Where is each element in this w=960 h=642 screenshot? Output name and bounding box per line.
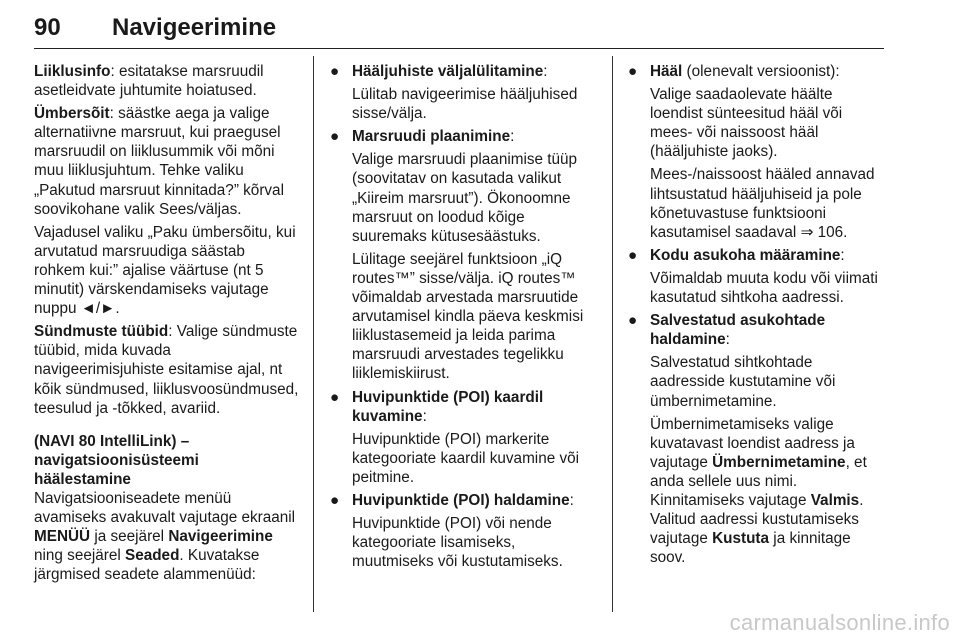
- list-item: [626, 62, 884, 81]
- bullet-icon: ●: [628, 312, 638, 330]
- text: : säästke aega ja valige alternatiivne marsruut, kui praegusel marsruudil on liiklusummik või mõni muu liiklusjuhtum. Tehke valiku „Pakutud marsruut kinnitada?” kõrval soovikohane valik Sees/väljas.: [34, 105, 284, 218]
- bullet-icon: ●: [330, 128, 340, 146]
- list-item: ● Marsruudi plaanimine:: [330, 128, 515, 146]
- text: : Valige sündmuste tüübid, mida kuvada navigeerimisjuhiste esitamise ajal, nt kõik sündmused, liiklusvoosündmused, teesulud ja -tõkked, avariid.: [34, 323, 299, 417]
- term: Seaded: [125, 547, 180, 565]
- term: Hääl: [650, 63, 683, 80]
- page-number: 90: [34, 14, 61, 41]
- bullet-icon: ●: [628, 246, 638, 264]
- term: Salvestatud asukohtade haldamine: [650, 312, 826, 349]
- list-item-description: [650, 165, 884, 241]
- list-item-description: Võimaldab muuta kodu või viimati kasutatud sihtkoha aadressi.: [650, 269, 878, 307]
- list-item-description: Huvipunktide (POI) või nende kategooriate lisamiseks, muutmiseks või kustutamiseks.: [352, 515, 563, 571]
- text: . Valitud aadressi kustutamiseks vajutage: [650, 491, 864, 548]
- page-reference: ⇒ 106.: [796, 223, 848, 241]
- text: ning seejärel: [34, 547, 125, 565]
- list-item: ● Salvestatud asukohtade haldamine:: [628, 312, 826, 349]
- term: Ümbersõit: [34, 105, 110, 123]
- term: Kodu asukoha määramine: [650, 246, 841, 264]
- term: MENÜÜ: [34, 528, 91, 546]
- column-divider: [612, 56, 613, 612]
- text: (olenevalt versioonist):: [682, 63, 840, 80]
- bullet-icon: ●: [628, 63, 638, 80]
- column-2: [328, 62, 596, 575]
- paragraph-traffic-info: [34, 62, 300, 100]
- list-item-description: Lülitage seejärel funktsioon „iQ routes™” sisse/välja. iQ routes™ võimaldab arvestada marsruutide arvutamisel kindla päeva keskmisi liiklustasemeid ja leida parima marsruudi arvestades tegelikku liiklemiskiirust.: [352, 250, 584, 383]
- term: Valmis: [810, 491, 860, 509]
- term: Huvipunktide (POI) haldamine: [352, 491, 570, 509]
- term: Marsruudi plaanimine: [352, 128, 511, 146]
- term: Navigeerimine: [168, 528, 273, 546]
- bullet-icon: ●: [330, 388, 340, 406]
- watermark: carmanualsonline.info: [729, 610, 950, 635]
- term: Ümbernimetamine: [712, 453, 846, 471]
- page-header: [34, 14, 884, 49]
- list-item-description: [650, 415, 884, 568]
- bullet-icon: ●: [330, 491, 340, 509]
- term: Hääljuhiste väljalülitamine: [352, 63, 544, 80]
- column-divider: [313, 56, 314, 612]
- list-item: ● Hääljuhiste väljalülitamine:: [330, 63, 548, 80]
- text: Mees-/naissoost hääled annavad lihtsustatud hääljuhiseid ja pole kõnetuvastuse funktsiooni kasutamisel saadaval: [650, 166, 875, 241]
- term: Kustuta: [712, 530, 770, 548]
- paragraph-detour-value: Vajadusel valiku „Paku ümbersõitu, kui arvutatud marsruudiga säästab rohkem kui:” ajalise väärtuse (nt 5 minutit) värskendamiseks vajutage nuppu ◄/►.: [34, 223, 296, 318]
- paragraph-event-types: [34, 322, 300, 417]
- list-item-description: Salvestatud sihtkohtade aadresside kustutamine või ümbernimetamine.: [650, 354, 836, 410]
- text: : esitatakse marsruudil asetleidvate juhtumite hoiatused.: [34, 63, 264, 100]
- list-item-description: Valige saadaolevate häälte loendist sünteesitud hääl või mees- või naissoost hääl (hääljuhiste jaoks).: [650, 86, 843, 161]
- list-item: ● Huvipunktide (POI) haldamine:: [330, 491, 574, 509]
- paragraph-detour: [34, 104, 300, 219]
- text: Navigatsiooniseadete menüü avamiseks avakuvalt vajutage ekraanil: [34, 489, 296, 527]
- term: Huvipunktide (POI) kaardil kuvamine: [352, 388, 544, 425]
- list-item-description: Huvipunktide (POI) markerite kategooriate kaardil kuvamine või peitmine.: [352, 430, 580, 486]
- list-item: ● Huvipunktide (POI) kaardil kuvamine:: [330, 388, 544, 425]
- page-title: Navigeerimine: [112, 14, 277, 41]
- column-3: [626, 62, 884, 571]
- column-1: [34, 62, 300, 588]
- heading-text: (NAVI 80 IntelliLink) – navigatsioonisüsteemi häälestamine: [34, 432, 199, 488]
- text: . Kuvatakse järgmised seadete alammenüüd:: [34, 547, 260, 584]
- text: ja kinnitage soov.: [650, 530, 851, 567]
- bullet-icon: ●: [330, 63, 340, 80]
- list-item: ● Kodu asukoha määramine:: [628, 246, 845, 264]
- text: Ümbernimetamiseks valige kuvatavast loendist aadress ja vajutage: [650, 415, 855, 471]
- text: ja seejärel: [90, 528, 169, 546]
- term: Liiklusinfo: [34, 63, 111, 80]
- term: Sündmuste tüübid: [34, 323, 169, 341]
- list-item-description: Valige marsruudi plaanimise tüüp (soovitatav on kasutada valikut „Kiireim marsruut”). Ökonoomne marsruut on loodud kõige suuremaks kütusesäästuks.: [352, 151, 578, 245]
- list-item-description: Lülitab navigeerimise hääljuhised sisse/välja.: [352, 86, 578, 123]
- paragraph-settings-intro: [34, 489, 300, 584]
- text: , et anda sellele uus nimi. Kinnitamiseks vajutage: [650, 453, 867, 509]
- section-heading: [34, 432, 300, 489]
